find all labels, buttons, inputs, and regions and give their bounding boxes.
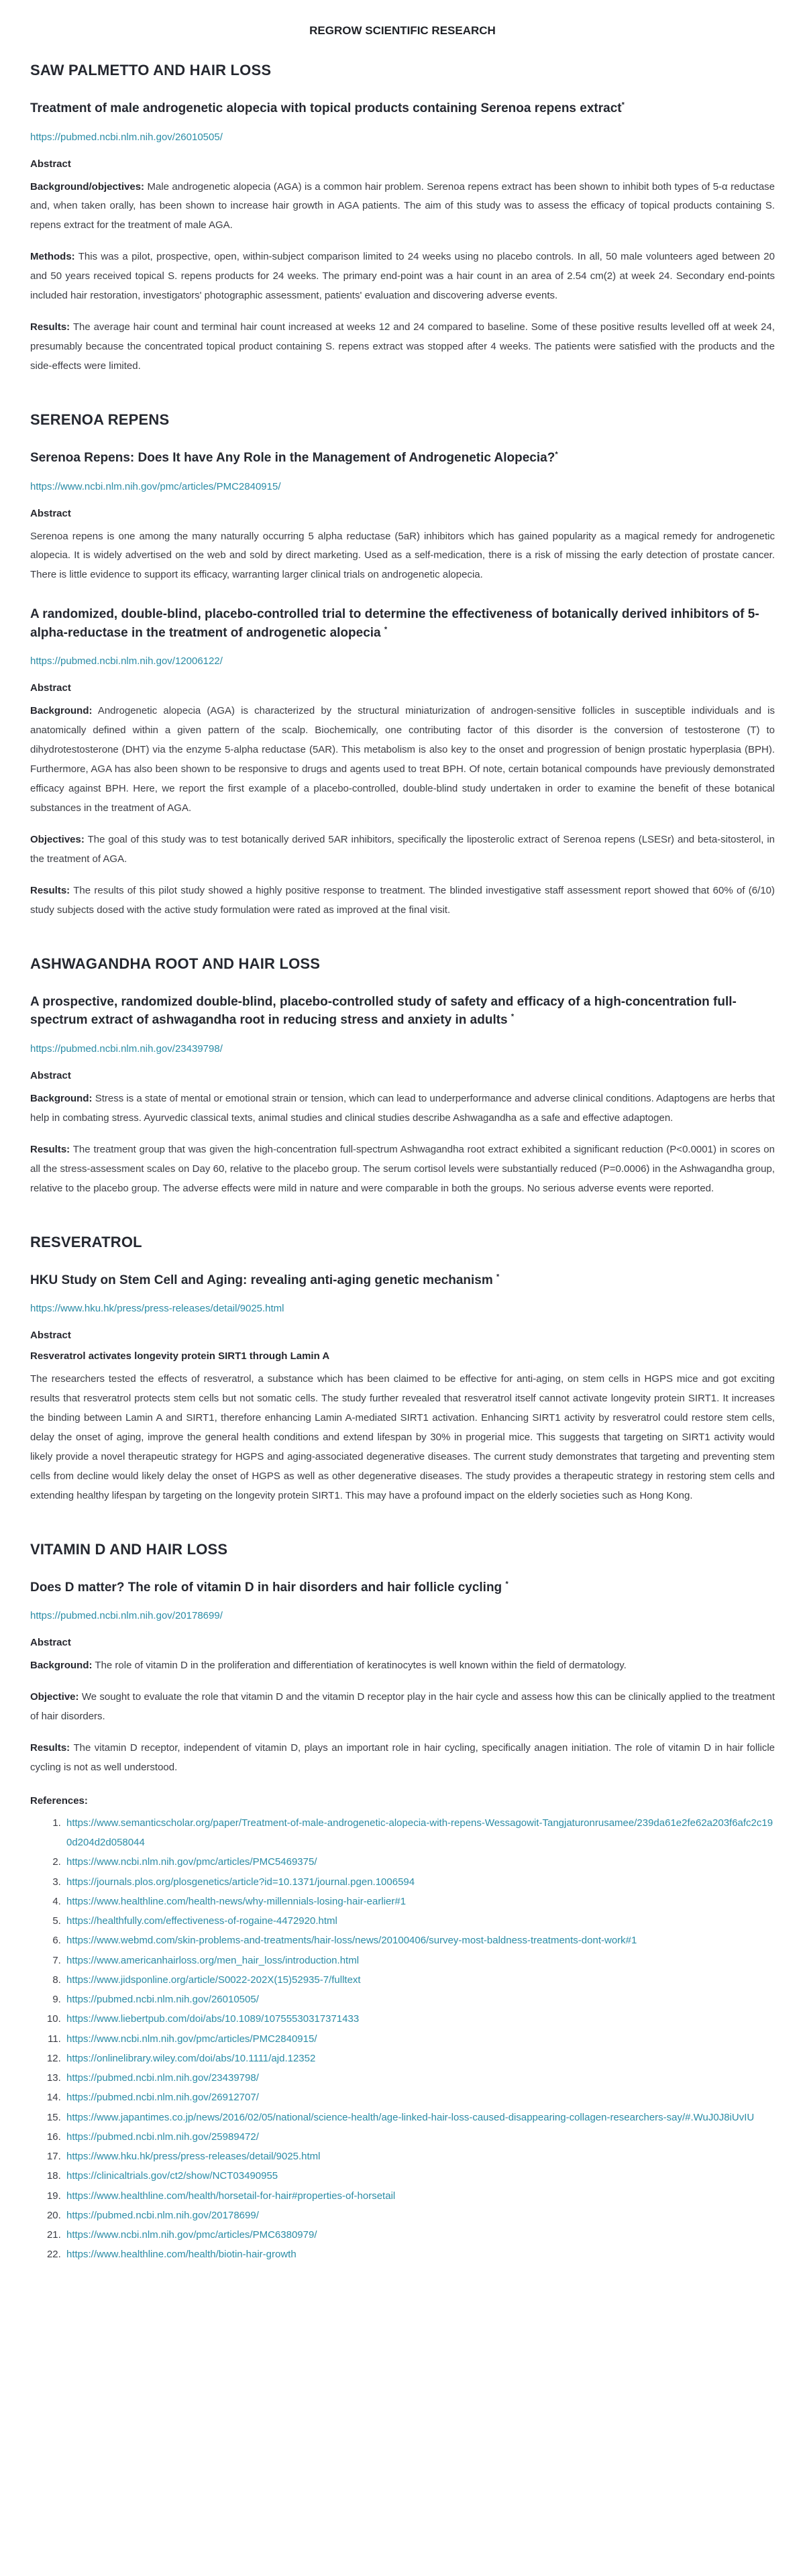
article-title <box>30 605 775 642</box>
reference-item <box>64 2127 775 2147</box>
reference-link[interactable]: https://www.hku.hk/press/press-releases/detail/9025.html <box>66 2151 321 2163</box>
article-link-row <box>30 655 775 667</box>
article-link-row <box>30 131 775 144</box>
abstract-paragraph <box>30 1739 775 1778</box>
section-heading: VITAMIN D AND HAIR LOSS <box>30 1540 228 1558</box>
section-heading: SAW PALMETTO AND HAIR LOSS <box>30 62 272 78</box>
abstract-subheading: Resveratrol activates longevity protein SIRT1 through Lamin A <box>30 1350 330 1362</box>
abstract-paragraph <box>30 178 775 236</box>
reference-link[interactable]: https://pubmed.ncbi.nlm.nih.gov/20178699/ <box>66 2209 259 2221</box>
reference-link[interactable]: https://www.semanticscholar.org/paper/Treatment-of-male-androgenetic-alopecia-with-repens-Wessagowit-Tangjaturonrusamee/239da61e2fe62a203f6afc2c190d204d2d058044 <box>66 1817 773 1849</box>
paragraph-label: Objective: <box>30 1691 79 1703</box>
reference-item <box>64 2166 775 2186</box>
reference-link[interactable]: https://www.webmd.com/skin-problems-and-treatments/hair-loss/news/20100406/survey-most-baldness-treatments-dont-work#1 <box>66 1935 637 1947</box>
reference-link[interactable]: https://pubmed.ncbi.nlm.nih.gov/26912707/ <box>66 2092 259 2104</box>
paragraph-text: The results of this pilot study showed a highly positive response to treatment. The blinded investigative staff assessment report showed that 60% of (6/10) study subjects dosed with the active study formulation were rated as improved at the final visit. <box>30 884 775 916</box>
reference-item <box>64 1872 775 1892</box>
reference-link[interactable]: https://www.liebertpub.com/doi/abs/10.1089/10755530317371433 <box>66 2013 360 2025</box>
reference-item <box>64 2186 775 2206</box>
paragraph-label: Results: <box>30 1742 70 1754</box>
paragraph-label: Background: <box>30 1660 93 1672</box>
reference-link[interactable]: https://journals.plos.org/plosgenetics/article?id=10.1371/journal.pgen.1006594 <box>66 1876 415 1888</box>
abstract-paragraph <box>30 1140 775 1199</box>
section-heading: ASHWAGANDHA ROOT AND HAIR LOSS <box>30 955 321 972</box>
abstract-paragraph <box>30 1656 775 1676</box>
abstract-label: Abstract <box>30 682 71 694</box>
article-title-text: Serenoa Repens: Does It have Any Role in the Management of Androgenetic Alopecia? <box>30 450 555 465</box>
paragraph-text: The average hair count and terminal hair count increased at weeks 12 and 24 compared to baseline. Some of these positive results levelled off at week 24, presumably because the concentrated topical product containing S. repens extract was stopped after 4 weeks. The patients were satisfied with the products and the side-effects were limited. <box>30 321 775 372</box>
reference-item <box>64 2009 775 2029</box>
article-title <box>30 1578 775 1597</box>
article-link-row <box>30 1303 775 1315</box>
reference-link[interactable]: https://pubmed.ncbi.nlm.nih.gov/26010505/ <box>66 1994 259 2006</box>
reference-item <box>64 1892 775 1911</box>
article-title <box>30 1271 775 1290</box>
reference-item <box>64 2206 775 2225</box>
abstract-paragraph <box>30 881 775 920</box>
reference-link[interactable]: https://www.ncbi.nlm.nih.gov/pmc/articles/PMC6380979/ <box>66 2229 317 2241</box>
article-title-text: A prospective, randomized double-blind, placebo-controlled study of safety and efficacy of a high-concentration full-spectrum extract of ashwagandha root in reducing stress and anxiety in adults <box>30 994 737 1028</box>
paragraph-label: Methods: <box>30 251 75 263</box>
reference-item <box>64 2029 775 2049</box>
paragraph-label: Results: <box>30 321 70 333</box>
article-title-text: Treatment of male androgenetic alopecia with topical products containing Serenoa repens extract <box>30 101 622 115</box>
page-title: REGROW SCIENTIFIC RESEARCH <box>309 24 496 37</box>
abstract-paragraph <box>30 1370 775 1506</box>
reference-item <box>64 2225 775 2245</box>
reference-link[interactable]: https://www.ncbi.nlm.nih.gov/pmc/articles/PMC5469375/ <box>66 1856 317 1868</box>
article-link-row <box>30 1610 775 1622</box>
reference-item <box>64 2049 775 2068</box>
abstract-paragraph <box>30 1089 775 1128</box>
article-link-row <box>30 481 775 493</box>
footnote-asterisk: * <box>621 101 625 109</box>
paragraph-text: Serenoa repens is one among the many naturally occurring 5 alpha reductase (5aR) inhibitors which has gained popularity as a magical remedy for androgenetic alopecia. It is widely advertised on the web and sold by direct marketing. Used as a self-medication, there is a risk of missing the early detection of prostate cancer. There is little evidence to support its efficacy, warranting larger clinical trials on androgenetic alopecia. <box>30 530 775 581</box>
reference-link[interactable]: https://www.healthline.com/health/biotin-hair-growth <box>66 2249 297 2261</box>
sections-container <box>30 62 775 1778</box>
article-title-text: Does D matter? The role of vitamin D in hair disorders and hair follicle cycling <box>30 1580 506 1595</box>
topic-section <box>30 1234 775 1506</box>
abstract-paragraph <box>30 702 775 818</box>
section-heading: SERENOA REPENS <box>30 411 170 428</box>
abstract-label: Abstract <box>30 1330 71 1342</box>
reference-item <box>64 1970 775 1990</box>
paragraph-text: The goal of this study was to test botanically derived 5AR inhibitors, specifically the liposterolic extract of Serenoa repens (LSESr) and beta-sitosterol, in the treatment of AGA. <box>30 834 775 865</box>
references-section <box>30 1795 775 2265</box>
paragraph-label: Results: <box>30 884 70 896</box>
footnote-asterisk: * <box>496 1273 500 1281</box>
reference-item <box>64 1990 775 2009</box>
paragraph-text: The treatment group that was given the high-concentration full-spectrum Ashwagandha root extract exhibited a significant reduction (P<0.0001) in scores on all the stress-assessment scales on Day 60, relative to the placebo group. The serum cortisol levels were substantially reduced (P=0.0006) in the Ashwagandha group, relative to the placebo group. The adverse effects were mild in nature and were comparable in both the groups. No serious adverse events were reported. <box>30 1143 775 1194</box>
paragraph-text: The researchers tested the effects of resveratrol, a substance which has been claimed to be effective for anti-aging, on stem cells in HGPS mice and got exciting results that resveratrol protects stem cells but not somatic cells. The study further revealed that resveratrol itself cannot activate longevity protein SIRT1. It increases the binding between Lamin A and SIRT1, therefore enhancing Lamin A-mediated SIRT1 activation. Enhancing SIRT1 activity by resveratrol could restore stem cells, delay the onset of aging, improve the general health conditions and extend lifespan by 30% in progerial mice. This suggests that targeting on SIRT1 activity would likely provide a novel therapeutic strategy for HGPS and aging-associated degenerative diseases. The current study demonstrates that targeting and preventing stem cells from decline would likely delay the onset of HGPS as well as other degenerative diseases. The study provides a therapeutic strategy in restoring stem cells and extending healthy lifespan by targeting on the longevity protein SIRT1. This may have a profound impact on the elderly societies such as Hong Kong. <box>30 1373 775 1501</box>
article-source-link[interactable]: https://www.ncbi.nlm.nih.gov/pmc/articles/PMC2840915/ <box>30 480 281 492</box>
reference-item <box>64 2088 775 2107</box>
topic-section <box>30 1541 775 1778</box>
reference-item <box>64 1813 775 1853</box>
reference-item <box>64 2068 775 2088</box>
article-source-link[interactable]: https://pubmed.ncbi.nlm.nih.gov/12006122/ <box>30 655 223 667</box>
references-heading: References: <box>30 1794 88 1807</box>
topic-section <box>30 955 775 1199</box>
article-title-text: HKU Study on Stem Cell and Aging: revealing anti-aging genetic mechanism <box>30 1273 497 1287</box>
footnote-asterisk: * <box>505 1580 508 1589</box>
paragraph-label: Objectives: <box>30 834 85 846</box>
article-source-link[interactable]: https://www.hku.hk/press/press-releases/detail/9025.html <box>30 1303 284 1315</box>
section-heading: RESVERATROL <box>30 1233 142 1250</box>
abstract-paragraph <box>30 1688 775 1727</box>
paragraph-label: Background: <box>30 705 93 717</box>
paragraph-text: The role of vitamin D in the proliferation and differentiation of keratinocytes is well known within the field of dermatology. <box>95 1660 627 1672</box>
reference-link[interactable]: https://www.jidsponline.org/article/S0022-202X(15)52935-7/fulltext <box>66 1974 361 1986</box>
reference-link[interactable]: https://www.ncbi.nlm.nih.gov/pmc/articles/PMC2840915/ <box>66 2033 317 2045</box>
paragraph-label: Background: <box>30 1092 93 1104</box>
reference-link[interactable]: https://clinicaltrials.gov/ct2/show/NCT03490955 <box>66 2170 278 2182</box>
paragraph-text: Androgenetic alopecia (AGA) is characterized by the structural miniaturization of androgen-sensitive follicles in susceptible individuals and is anatomically defined within a given pattern of the scalp. Biochemically, one contributing factor of this disorder is the conversion of testosterone (T) to dihydrotestosterone (DHT) via the enzyme 5-alpha reductase (5AR). This metabolism is also key to the onset and progression of benign prostatic hyperplasia (BPH). Furthermore, AGA has also been shown to be responsive to drugs and agents used to treat BPH. Of note, certain botanical compounds have previously demonstrated efficacy against BPH. Here, we report the first example of a placebo-controlled, double-blind study undertaken in order to examine the benefit of these botanical substances in the treatment of AGA. <box>30 705 775 814</box>
reference-link[interactable]: https://www.americanhairloss.org/men_hair_loss/introduction.html <box>66 1954 360 1966</box>
article-link-row <box>30 1043 775 1055</box>
article-title <box>30 99 775 118</box>
paragraph-text: Stress is a state of mental or emotional strain or tension, which can lead to underperformance and adverse clinical conditions. Adaptogens are herbs that help in combating stress. Ayurvedic classical texts, animal studies and clinical studies describe Ashwagandha as a safe and effective adaptogen. <box>30 1092 775 1124</box>
article-source-link[interactable]: https://pubmed.ncbi.nlm.nih.gov/26010505/ <box>30 131 223 143</box>
abstract-paragraph <box>30 248 775 306</box>
paragraph-text: Male androgenetic alopecia (AGA) is a common hair problem. Serenoa repens extract has been shown to inhibit both types of 5-α reductase and, when taken orally, has been shown to increase hair growth in AGA patients. The aim of this study was to assess the efficacy of topical products containing S. repens extract for the treatment of male AGA. <box>30 180 775 231</box>
article-title <box>30 449 775 468</box>
reference-item <box>64 1931 775 1950</box>
reference-item <box>64 2245 775 2264</box>
topic-section <box>30 411 775 920</box>
paragraph-label: Background/objectives: <box>30 180 145 193</box>
abstract-label: Abstract <box>30 1069 71 1081</box>
reference-link[interactable]: https://pubmed.ncbi.nlm.nih.gov/23439798/ <box>66 2072 259 2084</box>
reference-item <box>64 2108 775 2127</box>
reference-link[interactable]: https://www.japantimes.co.jp/news/2016/02/05/national/science-health/age-linked-hair-loss-caused-disappearing-collagen-researchers-say/#.WuJ0J8iUvIU <box>66 2111 755 2123</box>
paragraph-text: This was a pilot, prospective, open, within-subject comparison limited to 24 weeks using no placebo controls. In all, 50 male volunteers aged between 20 and 50 years received topical S. repens products for 24 weeks. The primary end-point was a hair count in an area of 2.54 cm(2) at week 24. Secondary end-points included hair restoration, investigators' photographic assessment, patients' evaluation and discovering adverse events. <box>30 251 775 302</box>
reference-link[interactable]: https://healthfully.com/effectiveness-of-rogaine-4472920.html <box>66 1915 337 1927</box>
paragraph-label: Results: <box>30 1143 70 1155</box>
abstract-label: Abstract <box>30 1637 71 1649</box>
abstract-paragraph <box>30 830 775 869</box>
article-source-link[interactable]: https://pubmed.ncbi.nlm.nih.gov/20178699/ <box>30 1610 223 1622</box>
article-title-text: A randomized, double-blind, placebo-controlled trial to determine the effectiveness of botanically derived inhibitors of 5-alpha-reductase in the treatment of androgenetic alopecia <box>30 607 759 640</box>
footnote-asterisk: * <box>555 450 558 459</box>
paragraph-text: The vitamin D receptor, independent of vitamin D, plays an important role in hair cycling, specifically anagen initiation. The role of vitamin D in hair follicle cycling is not as well understood. <box>30 1742 775 1773</box>
abstract-paragraph <box>30 527 775 586</box>
reference-link[interactable]: https://onlinelibrary.wiley.com/doi/abs/10.1111/ajd.12352 <box>66 2052 316 2064</box>
reference-item <box>64 1852 775 1872</box>
article-title <box>30 993 775 1030</box>
reference-item <box>64 1951 775 1970</box>
topic-section <box>30 62 775 376</box>
abstract-paragraph <box>30 318 775 376</box>
reference-item <box>64 2147 775 2166</box>
reference-item <box>64 1911 775 1931</box>
reference-link[interactable]: https://pubmed.ncbi.nlm.nih.gov/25989472/ <box>66 2131 259 2143</box>
paragraph-text: We sought to evaluate the role that vitamin D and the vitamin D receptor play in the hair cycle and assess how this can be clinically applied to the treatment of hair disorders. <box>30 1691 775 1723</box>
footnote-asterisk: * <box>384 625 388 634</box>
reference-link[interactable]: https://www.healthline.com/health/horsetail-for-hair#properties-of-horsetail <box>66 2190 396 2202</box>
abstract-label: Abstract <box>30 507 71 519</box>
article-source-link[interactable]: https://pubmed.ncbi.nlm.nih.gov/23439798/ <box>30 1042 223 1055</box>
footnote-asterisk: * <box>511 1013 515 1022</box>
abstract-label: Abstract <box>30 158 71 170</box>
references-list <box>30 1813 775 2265</box>
reference-link[interactable]: https://www.healthline.com/health-news/why-millennials-losing-hair-earlier#1 <box>66 1895 407 1907</box>
